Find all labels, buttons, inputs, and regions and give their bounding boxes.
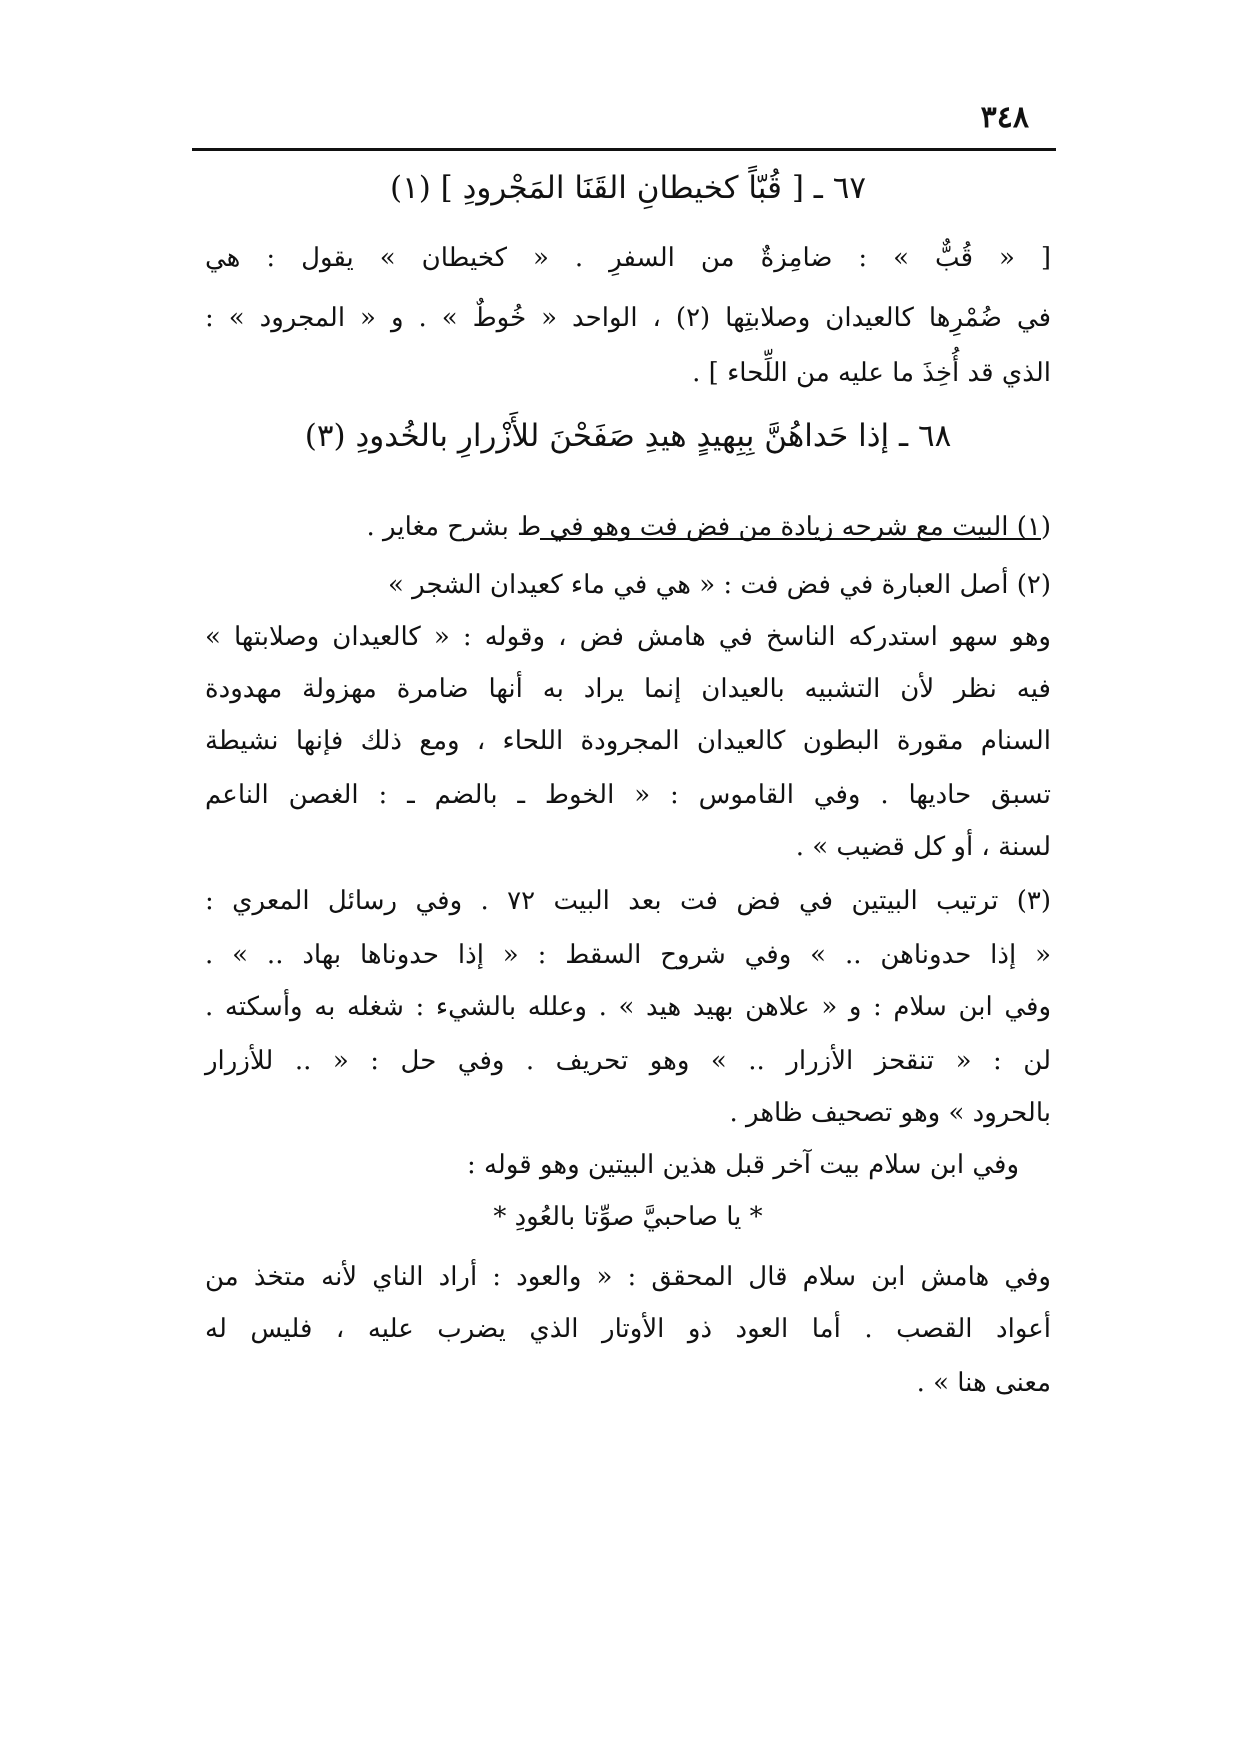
- footnote-line: (٢) أصل العبارة في فض فت : « هي في ماء كعيدان الشجر »: [387, 570, 1051, 600]
- verse-67: ٦٧ ـ [ قُبّاً كخيطانِ القَنَا المَجْرودِ ] (١): [389, 170, 867, 206]
- commentary-line: في ضُمْرِها كالعيدان وصلابتِها (٢) ، الواحد « خُوطٌ » . و « المجرود » :: [205, 303, 1051, 333]
- footnote-line: (٣) ترتيب البيتين في فض فت بعد البيت ٧٢ . وفي رسائل المعري :: [205, 886, 1051, 916]
- verse-68: ٦٨ ـ إذا حَداهُنَّ بِبِهيدٍ هيدِ صَفَحْنَ للأَزْرارِ بالخُدودِ (٣): [304, 418, 952, 454]
- footnote-line: (١) البيت مع شرحه زيادة من فض فت وهو في ط بشرح مغاير .: [366, 512, 1051, 542]
- footnote-line: وفي ابن سلام : و « علاهن بهيد هيد » . وعلله بالشيء : شغله به وأسكته .: [205, 992, 1051, 1022]
- footnote-line: لن : « تنقحز الأزرار .. » وهو تحريف . وفي حل : « .. للأزرار: [205, 1046, 1051, 1076]
- footnote-line: « إذا حدوناهن .. » وفي شروح السقط : « إذا حدوناها بهاد .. » .: [205, 940, 1051, 970]
- quoted-verse: * يا صاحبيَّ صوِّتا بالعُودِ *: [493, 1202, 763, 1232]
- footnote-line: وهو سهو استدركه الناسخ في هامش فض ، وقوله : « كالعيدان وصلابتها »: [205, 622, 1051, 652]
- footnote-line: وفي هامش ابن سلام قال المحقق : « والعود : أراد الناي لأنه متخذ من: [205, 1262, 1051, 1292]
- footnote-line: أعواد القصب . أما العود ذو الأوتار الذي يضرب عليه ، فليس له: [205, 1314, 1051, 1344]
- footnote-line: بالحرود » وهو تصحيف ظاهر .: [729, 1098, 1051, 1128]
- footnote-line: وفي ابن سلام بيت آخر قبل هذين البيتين وهو قوله :: [466, 1150, 1019, 1180]
- footnote-line: لسنة ، أو كل قضيب » .: [795, 832, 1051, 862]
- footnote-line: السنام مقورة البطون كالعيدان المجرودة اللحاء ، ومع ذلك فإنها نشيطة: [205, 726, 1051, 756]
- commentary-line: الذي قد أُخِذَ ما عليه من اللِّحاء ] .: [692, 358, 1051, 388]
- commentary-line: [ « قُبٌّ » : ضامِزةٌ من السفرِ . « كخيطان » يقول : هي: [205, 243, 1051, 273]
- footnote-line: فيه نظر لأن التشبيه بالعيدان إنما يراد به أنها ضامرة مهزولة مهدودة: [205, 674, 1051, 704]
- footnote-line: تسبق حاديها . وفي القاموس : « الخوط ـ بالضم ـ : الغصن الناعم: [205, 780, 1051, 810]
- footnote-line: معنى هنا » .: [916, 1368, 1051, 1398]
- header-rule: [192, 148, 1056, 151]
- page-number: ٣٤٨: [980, 100, 1029, 135]
